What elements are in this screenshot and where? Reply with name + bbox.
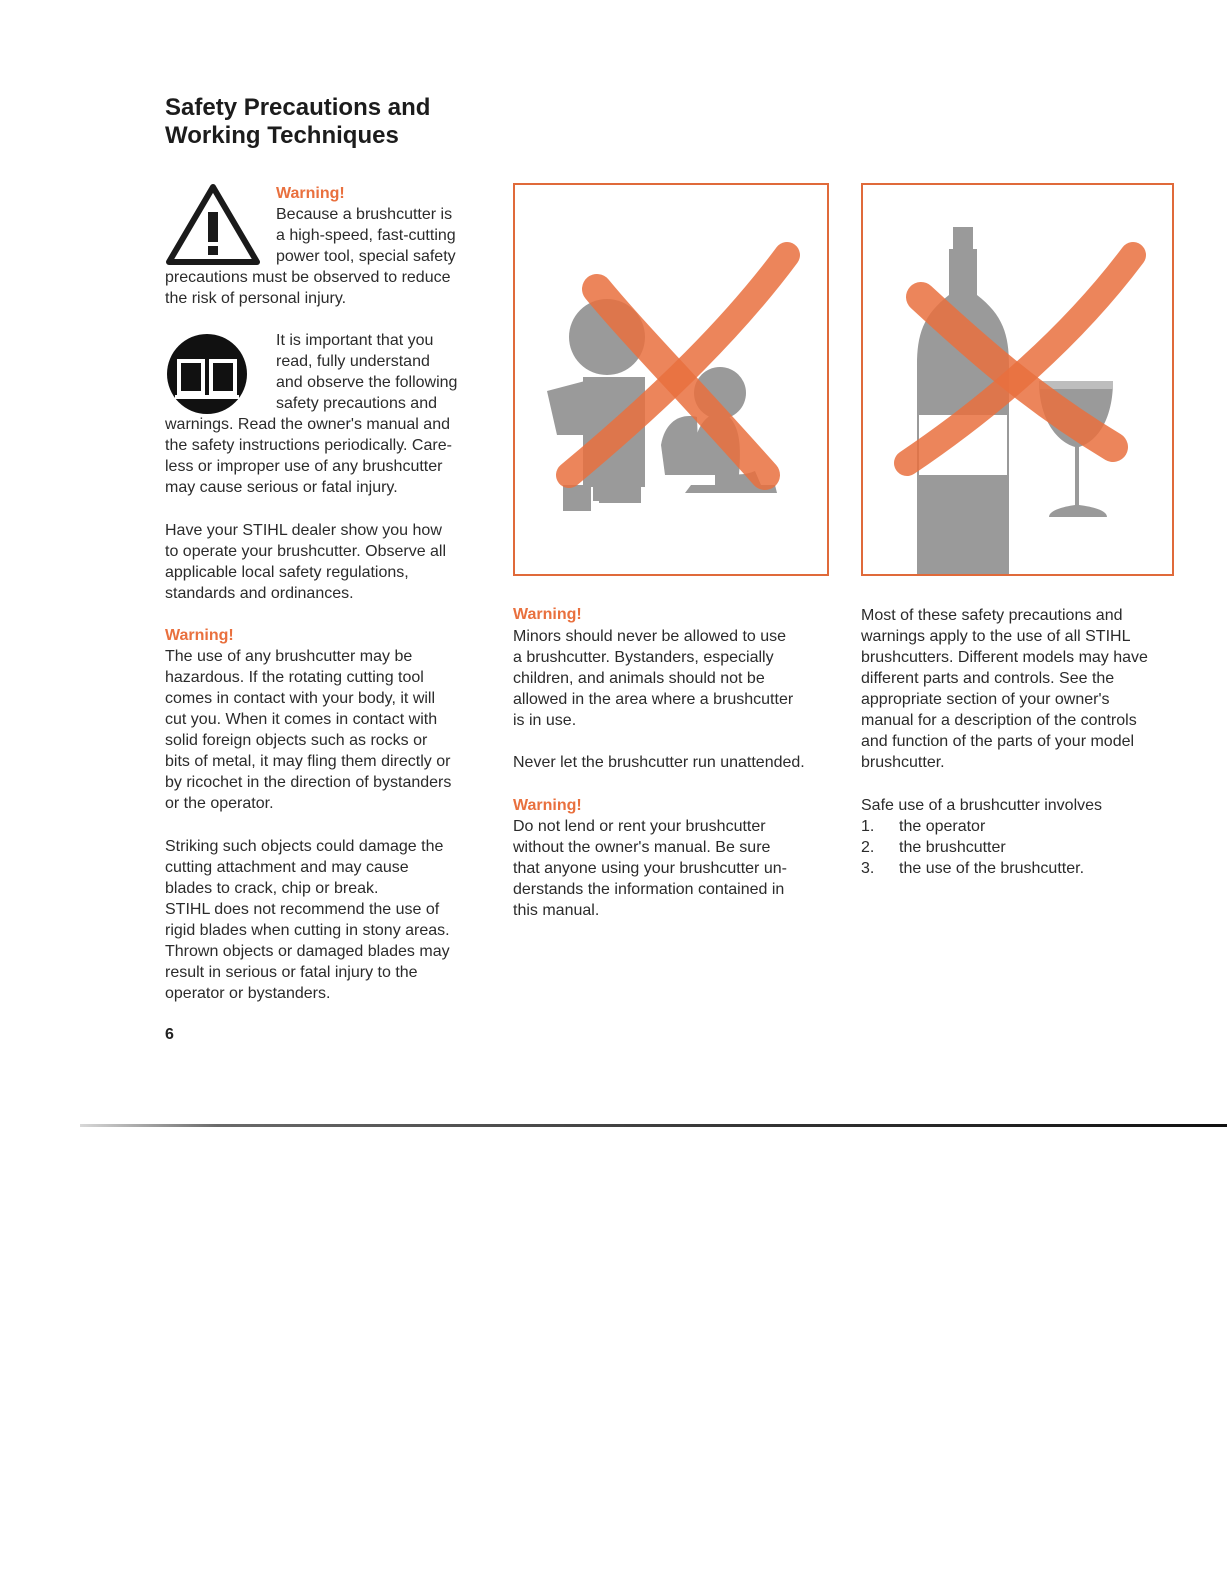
warning-text-continued [165,267,485,309]
text-line: this manual. [513,902,600,919]
text-line: It is important that you [276,332,434,349]
page-bottom-rule [80,1124,1227,1127]
text-line: cut you. When it comes in contact with [165,711,438,728]
text-line: Because a brushcutter is [276,206,453,223]
text-line: may cause serious or fatal injury. [165,479,398,496]
warning-text-intro [276,204,486,267]
text-line: applicable local safety regulations, [165,564,409,581]
list-item [861,858,1191,879]
text-line: that anyone using your brushcutter un- [513,860,787,877]
dealer-paragraph [165,520,485,604]
text-line: Have your STIHL dealer show you how [165,522,442,539]
list-number: 1. [861,818,875,835]
warning-label: Warning! [513,606,582,623]
text-line: bits of metal, it may fling them directly or [165,753,451,770]
text-line: is in use. [513,712,577,729]
applicability-paragraph [861,605,1191,773]
text-line: and observe the following [276,374,458,391]
text-line: brushcutter. [861,754,945,771]
page-title-line-2: Working Techniques [165,122,399,149]
text-line: STIHL does not recommend the use of [165,901,440,918]
text-line: a brushcutter. Bystanders, especially [513,649,774,666]
safe-use-intro: Safe use of a brushcutter involves [861,797,1103,814]
text-line: or the operator. [165,795,274,812]
text-line: brushcutters. Different models may have [861,649,1148,666]
lend-paragraph [513,816,833,921]
warning-label: Warning! [276,185,345,202]
safe-use-list [861,816,1191,879]
warning-label: Warning! [165,627,234,644]
unattended-text: Never let the brushcutter run unattended. [513,754,805,771]
warning-label: Warning! [513,797,582,814]
text-line: result in serious or fatal injury to the [165,964,418,981]
text-line: The use of any brushcutter may be [165,648,413,665]
text-line: manual for a description of the controls [861,712,1137,729]
text-line: warnings apply to the use of all STIHL [861,628,1131,645]
text-line: rigid blades when cutting in stony areas. [165,922,450,939]
list-text: the use of the brushcutter. [899,860,1085,877]
page-title-line-1: Safety Precautions and [165,94,431,121]
minors-paragraph [513,626,833,731]
text-line: Most of these safety precautions and [861,607,1123,624]
text-line: operator or bystanders. [165,985,331,1002]
no-alcohol-illustration [861,183,1174,576]
text-line: the safety instructions periodically. Care- [165,437,452,454]
text-line: safety precautions and [276,395,437,412]
text-line: precautions must be observed to reduce [165,269,451,286]
no-minors-illustration [513,183,829,576]
text-line: allowed in the area where a brushcutter [513,691,794,708]
text-line: cutting attachment and may cause [165,859,409,876]
text-line: and function of the parts of your model [861,733,1135,750]
page-number: 6 [165,1026,174,1043]
text-line: to operate your brushcutter. Observe all [165,543,447,560]
list-item [861,816,1191,837]
striking-paragraph [165,836,485,1004]
text-line: by ricochet in the direction of bystanders [165,774,452,791]
page-title [165,94,485,150]
text-line: without the owner's manual. Be sure [513,839,771,856]
text-line: the risk of personal injury. [165,290,347,307]
text-line: comes in contact with your body, it will [165,690,436,707]
child-and-dog-crossed-icon [515,185,827,574]
manual-text-intro [276,330,486,414]
text-line: Thrown objects or damaged blades may [165,943,450,960]
manual-text-continued [165,414,485,498]
text-line: a high-speed, fast-cutting [276,227,456,244]
text-line: Striking such objects could damage the [165,838,444,855]
text-line: less or improper use of any brushcutter [165,458,443,475]
text-line: standards and ordinances. [165,585,354,602]
bottle-and-glass-crossed-icon [863,185,1172,574]
text-line: appropriate section of your owner's [861,691,1110,708]
text-line: children, and animals should not be [513,670,765,687]
text-line: Do not lend or rent your brushcutter [513,818,766,835]
list-text: the operator [899,818,986,835]
text-line: Minors should never be allowed to use [513,628,787,645]
text-line: hazardous. If the rotating cutting tool [165,669,424,686]
text-line: blades to crack, chip or break. [165,880,379,897]
open-book-icon [165,333,249,415]
list-number: 2. [861,839,875,856]
text-line: power tool, special safety [276,248,456,265]
text-line: solid foreign objects such as rocks or [165,732,428,749]
text-line: warnings. Read the owner's manual and [165,416,450,433]
text-line: derstands the information contained in [513,881,785,898]
list-item [861,837,1191,858]
list-number: 3. [861,860,875,877]
warning-triangle-icon [165,182,261,268]
text-line: different parts and controls. See the [861,670,1115,687]
text-line: read, fully understand [276,353,430,370]
list-text: the brushcutter [899,839,1006,856]
hazard-paragraph [165,646,485,814]
